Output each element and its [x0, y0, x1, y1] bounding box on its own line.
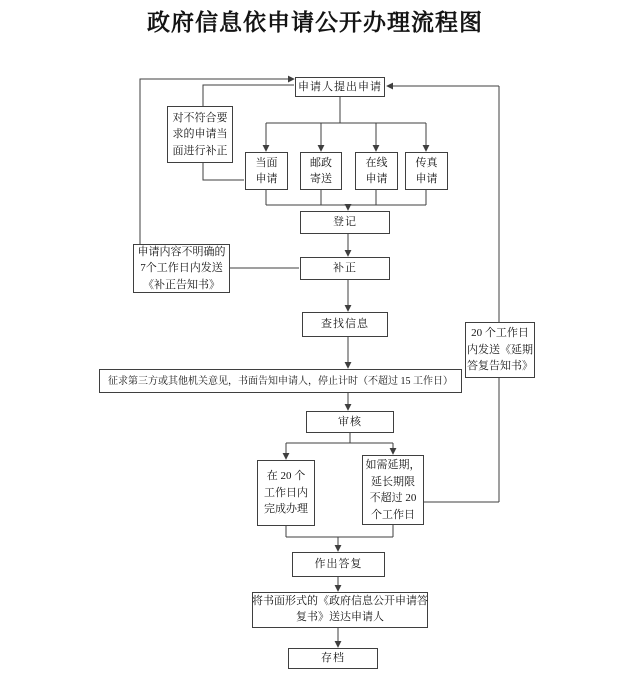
node-label: 审核 — [338, 415, 362, 428]
node-label: 申请内容不明确的 — [137, 245, 226, 258]
node-label: 不超过 20 — [369, 492, 417, 504]
node-label: 存档 — [321, 652, 345, 665]
node-label: 对不符合要 — [172, 111, 228, 124]
node-label: 申请 — [415, 173, 438, 185]
node-search-info — [302, 312, 388, 337]
node-label: 补正 — [333, 262, 357, 275]
node-archive — [288, 648, 378, 669]
node-review — [306, 411, 394, 433]
node-label: 寄送 — [310, 173, 332, 185]
node-label: 复书》送达申请人 — [296, 611, 384, 623]
page-title: 政府信息依申请公开办理流程图 — [147, 10, 483, 35]
node-label: 征求第三方或其他机关意见，书面告知申请人，停止计时（不超过 15 工作日） — [108, 375, 453, 387]
node-label: 面进行补正 — [172, 144, 228, 157]
node-channel-mail — [300, 152, 342, 190]
node-label: 《补正告知书》 — [143, 278, 220, 291]
node-label: 20 个工作日 — [471, 327, 529, 340]
node-label: 申请 — [365, 173, 388, 185]
node-label: 个工作日 — [371, 508, 415, 521]
node-label: 登记 — [333, 216, 357, 229]
node-label: 将书面形式的《政府信息公开申请答 — [252, 595, 428, 608]
connector-join-to-reply — [286, 525, 393, 647]
node-label: 在线 — [365, 156, 388, 169]
node-reply — [292, 552, 385, 577]
node-label: 7个工作日内发送 — [140, 262, 223, 275]
node-label: 当面 — [255, 156, 278, 169]
node-within-20-days — [257, 460, 315, 526]
node-register — [300, 211, 390, 234]
node-correction — [300, 257, 390, 280]
node-label: 内发送《延期 — [467, 343, 533, 356]
node-delay-notice — [465, 322, 535, 378]
node-applicant — [295, 77, 385, 97]
node-label: 邮政 — [310, 156, 332, 169]
node-label: 求的申请当 — [172, 128, 228, 141]
node-extension — [362, 455, 424, 525]
node-label: 完成办理 — [264, 503, 308, 516]
node-channel-onsite — [245, 152, 288, 190]
node-consult-third-party — [99, 369, 462, 393]
node-channel-online — [355, 152, 398, 190]
node-label: 申请 — [255, 173, 278, 185]
node-label: 工作日内 — [264, 486, 308, 499]
node-label: 如需延期， — [365, 459, 421, 471]
connector-applicant-to-channels — [266, 97, 426, 151]
node-label: 传真 — [415, 156, 438, 169]
node-label: 作出答复 — [314, 558, 363, 571]
node-label: 查找信息 — [321, 318, 369, 331]
node-channel-fax — [405, 152, 448, 190]
node-label: 在 20 个 — [266, 470, 306, 483]
node-deliver — [252, 592, 428, 628]
node-label: 答复告知书》 — [467, 360, 533, 373]
node-label: 申请人提出申请 — [298, 80, 382, 93]
node-label: 延长期限 — [371, 475, 415, 488]
connector-channels-to-register — [266, 190, 426, 210]
connector-extension-loop — [387, 86, 499, 502]
node-onsite-correction — [167, 106, 233, 163]
node-unclear-notice — [133, 244, 230, 293]
